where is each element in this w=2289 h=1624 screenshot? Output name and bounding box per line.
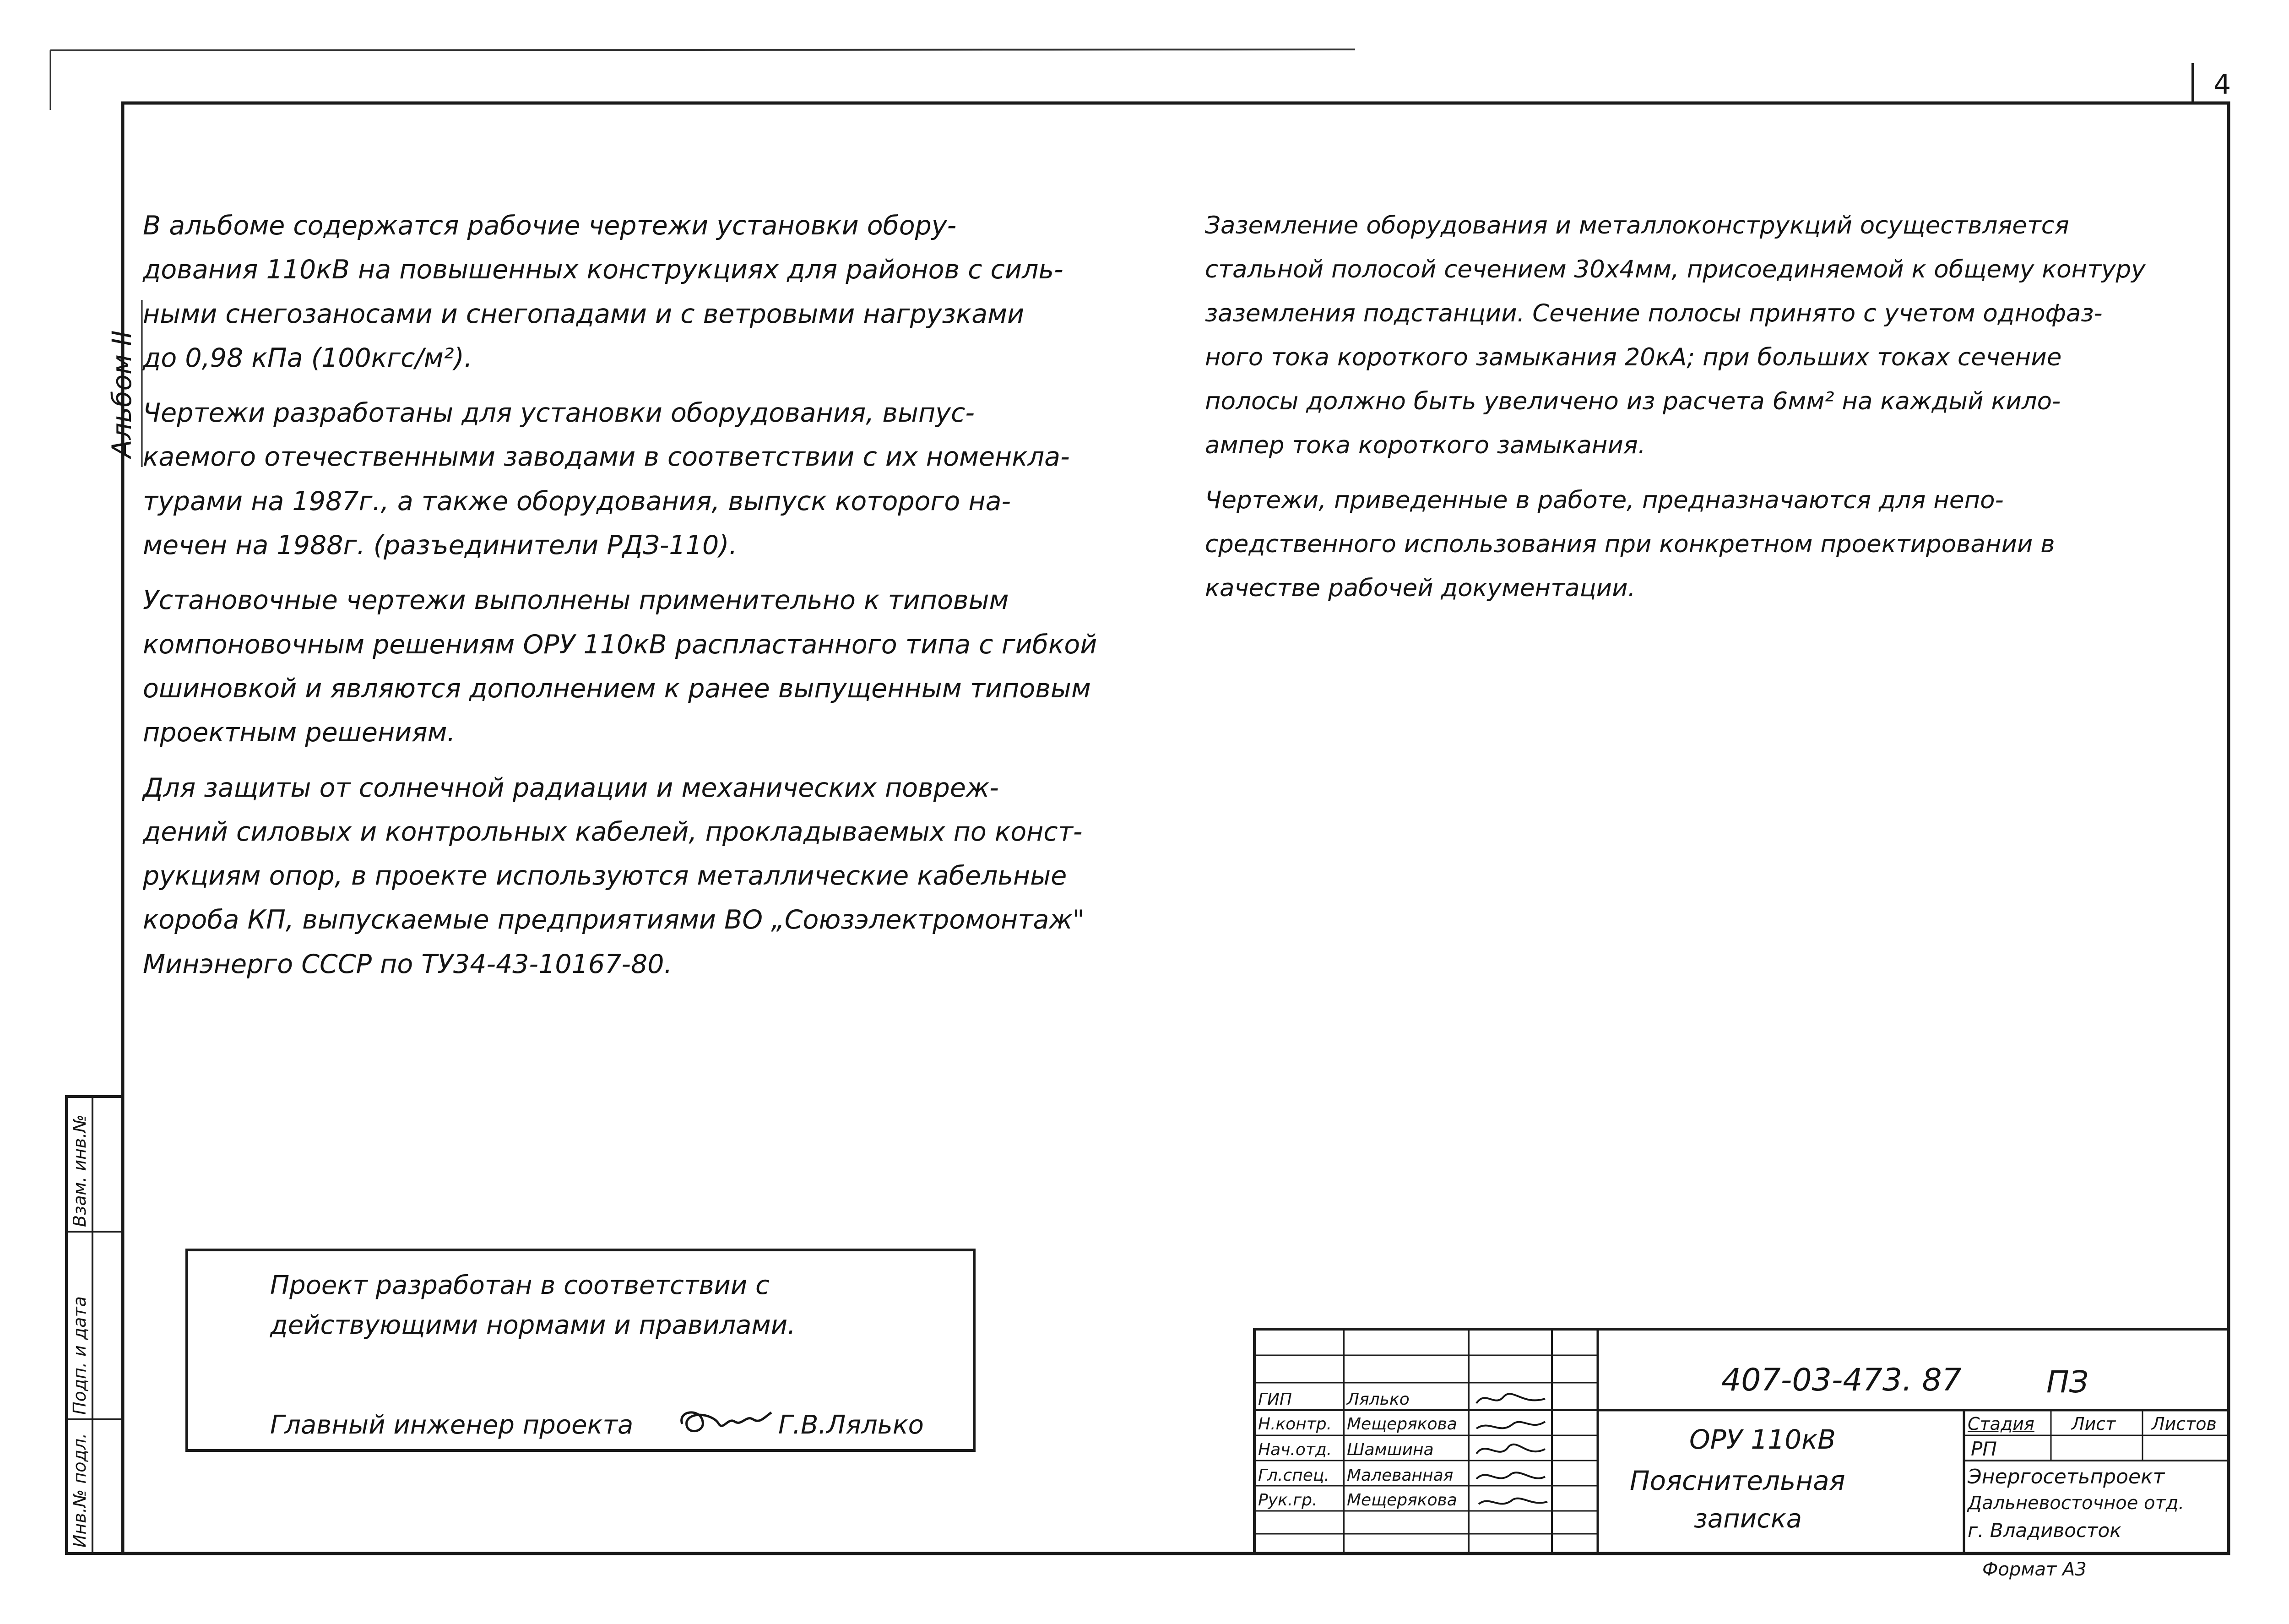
org-line-2: Дальневосточное отд. [1968, 1493, 2185, 1514]
right-line: стальной полосой сечением 30х4мм, присоединяемой к общему контуру [1205, 255, 2146, 283]
left-line: ошиновкой и являются дополнением к ранее выпущенным типовым [143, 673, 1091, 704]
doc-number: 407-03-473. 87 [1721, 1362, 1962, 1398]
side-label-replace: Взам. инв.№ [70, 1114, 90, 1227]
doc-code: ПЗ [2046, 1364, 2088, 1400]
stage-value: РП [1971, 1438, 1997, 1460]
left-line: ными снегозаносами и снегопадами и с ветровыми нагрузками [143, 299, 1025, 329]
stage-header: Стадия [1968, 1414, 2034, 1434]
right-line: ампер тока короткого замыкания. [1205, 431, 1646, 459]
left-line: дений силовых и контрольных кабелей, прокладываемых по конст- [143, 816, 1083, 847]
left-line: короба КП, выпускаемые предприятиями ВО „Союзэлектромонтаж" [143, 905, 1085, 935]
left-line: Чертежи разработаны для установки оборудования, выпус- [143, 398, 975, 429]
role-person: Малеванная [1347, 1466, 1454, 1485]
right-line: Заземление оборудования и металлоконструкций осуществляется [1205, 212, 2069, 239]
role-person: Лялько [1347, 1390, 1410, 1409]
left-line: рукциям опор, в проекте используются металлические кабельные [143, 861, 1067, 891]
role-title: Гл.спец. [1258, 1466, 1329, 1485]
side-label-sign: Подп. и дата [70, 1296, 90, 1415]
right-text-column [1205, 204, 2230, 610]
role-person: Мещерякова [1347, 1415, 1457, 1434]
left-line: Минэнерго СССР по ТУ34-43-10167-80. [143, 949, 673, 979]
left-line: Для защиты от солнечной радиации и механических повреж- [143, 772, 999, 803]
left-line: дования 110кВ на повышенных конструкциях для районов с силь- [143, 255, 1063, 285]
sheets-header: Листов [2152, 1414, 2217, 1434]
left-line: проектным решениям. [143, 717, 456, 748]
left-line: Установочные чертежи выполнены применительно к типовым [143, 585, 1009, 616]
page-number: 4 [2213, 69, 2231, 101]
left-line: В альбоме содержатся рабочие чертежи установки обору- [143, 211, 957, 241]
left-line: турами на 1987г., а также оборудования, выпуск которого на- [143, 486, 1011, 516]
stamp-line-1: Проект разработан в соответствии с [270, 1271, 770, 1300]
stamp-line-2: действующими нормами и правилами. [270, 1310, 796, 1340]
role-title: Нач.отд. [1258, 1440, 1332, 1459]
role-signatures [1472, 1385, 1550, 1536]
stamp-line-3: Главный инженер проекта [270, 1410, 634, 1440]
left-line: каемого отечественными заводами в соответствии с их номенкла- [143, 442, 1070, 473]
role-title: Н.контр. [1258, 1415, 1332, 1434]
role-title: ГИП [1258, 1390, 1292, 1409]
doc-title-1: Пояснительная [1630, 1465, 1845, 1496]
right-line: средственного использования при конкретном проектировании в [1205, 530, 2055, 558]
left-line: мечен на 1988г. (разъединители РДЗ-110). [143, 530, 738, 561]
object-name: ОРУ 110кВ [1689, 1424, 1836, 1455]
left-text-column [143, 204, 1191, 986]
right-line: Чертежи, приведенные в работе, предназначаются для непо- [1205, 486, 2004, 514]
org-line-3: г. Владивосток [1968, 1519, 2121, 1542]
stamp-signer: Г.В.Лялько [778, 1410, 924, 1440]
side-label-inv: Инв.№ подл. [70, 1433, 90, 1548]
chief-engineer-signature [673, 1401, 778, 1442]
right-line: качестве рабочей документации. [1205, 574, 1636, 602]
right-line: ного тока короткого замыкания 20кА; при больших токах сечение [1205, 343, 2062, 371]
left-line: до 0,98 кПа (100кгс/м²). [143, 342, 472, 373]
right-line: полосы должно быть увеличено из расчета 6мм² на каждый кило- [1205, 387, 2061, 415]
role-person: Мещерякова [1347, 1491, 1457, 1510]
doc-title-2: записка [1694, 1504, 1802, 1534]
format-label: Формат А3 [1982, 1559, 2087, 1580]
left-line: компоновочным решениям ОРУ 110кВ распластанного типа с гибкой [143, 629, 1097, 660]
right-line: заземления подстанции. Сечение полосы принято с учетом однофаз- [1205, 299, 2103, 327]
sheet-header: Лист [2072, 1414, 2116, 1434]
album-label: Альбом II [106, 330, 137, 458]
org-line-1: Энергосетьпроект [1968, 1465, 2165, 1488]
role-title: Рук.гр. [1258, 1491, 1318, 1510]
role-person: Шамшина [1347, 1440, 1434, 1459]
